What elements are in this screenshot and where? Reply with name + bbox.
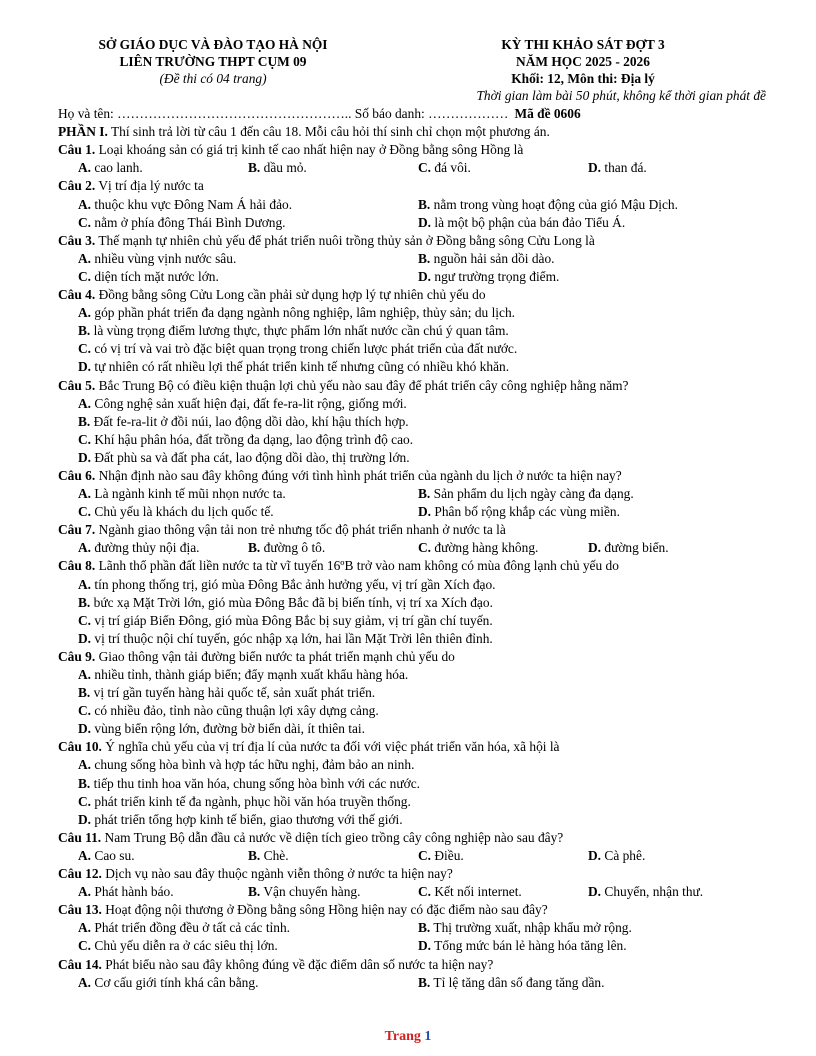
answer-option[interactable] (78, 539, 248, 557)
option-row (58, 503, 758, 521)
option-text: nhiều tỉnh, thành giáp biển; đẩy mạnh xuất khẩu hàng hóa. (94, 667, 409, 682)
option-text: Kết nối internet. (434, 884, 522, 900)
answer-option[interactable] (78, 631, 493, 646)
question-text: Hoạt động nội thương ở Đồng bằng sông Hồng hiện nay có đặc điểm nào sau đây? (101, 902, 548, 918)
option-row (58, 576, 758, 594)
option-text: tiếp thu tinh hoa văn hóa, chung sống hòa bình với các nước. (93, 775, 420, 791)
answer-option[interactable] (78, 613, 493, 628)
answer-option[interactable] (78, 937, 418, 955)
option-text: Chuyển, nhận thư. (604, 884, 704, 900)
option-row (58, 250, 758, 268)
option-letter: B. (248, 884, 261, 900)
question-13 (58, 901, 758, 919)
option-row (58, 684, 758, 702)
option-letter: D. (78, 630, 92, 646)
question-8 (58, 557, 758, 575)
question-text: Bắc Trung Bộ có điều kiện thuận lợi chủ yếu nào sau đây để phát triển cây công nghiệp hằng năm? (95, 377, 629, 393)
answer-option[interactable] (78, 595, 493, 610)
exam-page (58, 36, 766, 992)
option-row (58, 214, 758, 232)
option-row (58, 630, 758, 648)
option-letter: C. (78, 703, 92, 719)
answer-option[interactable] (78, 776, 420, 791)
option-text: đường ô tô. (263, 540, 326, 556)
question-text: Loại khoáng sản có giá trị kinh tế cao nhất hiện nay ở Đồng bằng sông Hồng là (95, 142, 524, 158)
option-letter: B. (418, 250, 431, 266)
option-row (58, 666, 758, 684)
option-row (58, 919, 758, 937)
answer-option[interactable] (78, 359, 509, 374)
option-letter: D. (418, 938, 432, 954)
option-text: nguồn hải sản dồi dào. (433, 250, 555, 266)
answer-option[interactable] (248, 883, 418, 901)
question-2 (58, 177, 758, 195)
answer-option[interactable] (78, 794, 411, 809)
option-row (58, 395, 758, 413)
question-text: Vị trí địa lý nước ta (95, 178, 204, 194)
option-row (58, 720, 758, 738)
option-text: Khí hậu phân hóa, đất trồng đa dạng, lao động trình độ cao. (94, 431, 414, 447)
option-row (58, 196, 758, 214)
option-row (58, 847, 758, 865)
option-letter: B. (418, 196, 431, 212)
question-number: Câu 10. (58, 739, 102, 755)
answer-option[interactable] (418, 268, 559, 286)
option-text: Là ngành kinh tế mũi nhọn nước ta. (94, 486, 286, 502)
option-text: đường hàng không. (434, 540, 539, 556)
option-row (58, 775, 758, 793)
option-letter: A. (78, 576, 92, 592)
answer-option[interactable] (418, 250, 555, 268)
option-letter: B. (78, 775, 91, 791)
option-letter: C. (78, 938, 92, 954)
question-number: Câu 11. (58, 829, 102, 845)
option-row (58, 322, 758, 340)
answer-option[interactable] (588, 159, 647, 177)
answer-option[interactable] (78, 503, 418, 521)
answer-option[interactable] (78, 974, 418, 992)
option-text: dầu mỏ. (263, 160, 307, 176)
answer-option[interactable] (418, 503, 620, 521)
option-text: Phát hành báo. (94, 884, 174, 900)
question-14 (58, 956, 758, 974)
school-cluster: LIÊN TRƯỜNG THPT CỤM 09 (119, 54, 307, 69)
answer-option[interactable] (248, 539, 418, 557)
answer-option[interactable] (588, 847, 645, 865)
option-row (58, 811, 758, 829)
option-row (58, 413, 758, 431)
answer-option[interactable] (78, 196, 418, 214)
option-letter: C. (78, 793, 92, 809)
option-text: Phát triển đồng đều ở tất cả các tỉnh. (94, 920, 290, 936)
exam-header (58, 36, 758, 87)
question-text: Nhận định nào sau đây không đúng với tình hình phát triển của ngành du lịch ở nước ta hiện nay? (95, 467, 622, 483)
question-text: Nam Trung Bộ dẫn đầu cả nước về diện tích gieo trồng cây công nghiệp nào sau đây? (101, 829, 564, 845)
answer-option[interactable] (78, 450, 410, 465)
page-count-note: (Đề thi có 04 trang) (159, 71, 267, 86)
answer-option[interactable] (418, 159, 588, 177)
question-number: Câu 1. (58, 142, 96, 158)
option-letter: C. (78, 612, 92, 628)
answer-option[interactable] (418, 485, 634, 503)
option-text: là một bộ phận của bán đảo Tiểu Á. (434, 214, 626, 230)
option-letter: B. (418, 974, 431, 990)
answer-option[interactable] (78, 577, 496, 592)
option-text: có nhiều đảo, tỉnh nào cũng thuận lợi xây dựng cảng. (94, 703, 379, 719)
option-text: phát triển kinh tế đa ngành, phục hồi văn hóa truyền thống. (94, 793, 411, 809)
answer-option[interactable] (78, 685, 375, 700)
option-letter: C. (78, 431, 92, 447)
option-letter: D. (418, 268, 432, 284)
question-text: Thế mạnh tự nhiên chủ yếu để phát triển nuôi trồng thủy sản ở Đồng bằng sông Cửu Long là (95, 232, 595, 248)
exam-duration: Thời gian làm bài 50 phút, không kể thời gian phát đề (476, 88, 766, 103)
option-text: Điều. (434, 847, 464, 863)
header-right (368, 36, 758, 87)
answer-option[interactable] (418, 883, 588, 901)
option-text: vị trí giáp Biển Đông, gió mùa Đông Bắc bị suy giảm, vị trí gần chí tuyến. (94, 612, 493, 628)
option-text: Sản phẩm du lịch ngày càng đa dạng. (433, 486, 634, 502)
answer-option[interactable] (78, 414, 409, 429)
answer-option[interactable] (78, 703, 379, 718)
question-number: Câu 4. (58, 287, 96, 303)
answer-option[interactable] (78, 214, 418, 232)
option-letter: A. (78, 974, 92, 990)
option-text: Chủ yếu là khách du lịch quốc tế. (94, 504, 274, 520)
option-letter: B. (78, 413, 91, 429)
option-letter: A. (78, 395, 92, 411)
option-text: Vận chuyển hàng. (263, 884, 361, 900)
option-text: tín phong thống trị, gió mùa Đông Bắc ảnh hưởng yếu, vị trí gần Xích đạo. (94, 576, 496, 592)
option-row (58, 268, 758, 286)
department-name: SỞ GIÁO DỤC VÀ ĐÀO TẠO HÀ NỘI (98, 37, 328, 52)
answer-option[interactable] (588, 539, 669, 557)
option-letter: A. (78, 305, 92, 321)
option-text: Đất fe-ra-lit ở đồi núi, lao động dồi dào, khí hậu thích hợp. (93, 413, 409, 429)
option-text: nằm ở phía đông Thái Bình Dương. (94, 214, 286, 230)
option-text: Cao su. (94, 847, 135, 863)
answer-option[interactable] (248, 159, 418, 177)
answer-option[interactable] (78, 323, 509, 338)
option-text: chung sống hòa bình và hợp tác hữu nghị, đảm bảo an ninh. (94, 757, 415, 773)
option-row (58, 304, 758, 322)
option-letter: D. (588, 160, 602, 176)
question-6 (58, 467, 758, 485)
option-letter: A. (78, 667, 92, 682)
answer-option[interactable] (418, 937, 627, 955)
answer-option[interactable] (418, 214, 625, 232)
option-letter: D. (78, 449, 92, 465)
question-number: Câu 5. (58, 377, 96, 393)
option-text: Cơ cấu giới tính khá cân bằng. (94, 974, 259, 990)
answer-option[interactable] (418, 539, 588, 557)
option-row (58, 974, 758, 992)
question-number: Câu 6. (58, 467, 96, 483)
exam-title: KỲ THI KHẢO SÁT ĐỢT 3 (501, 37, 665, 52)
exam-code: Mã đề 0606 (514, 106, 581, 122)
answer-option[interactable] (78, 432, 413, 447)
option-row (58, 340, 758, 358)
option-letter: B. (78, 594, 91, 610)
option-text: Đất phù sa và đất pha cát, lao động dồi dào, thị trường lớn. (94, 449, 410, 465)
part-heading (58, 123, 758, 141)
question-3 (58, 232, 758, 250)
option-letter: D. (78, 721, 92, 737)
option-text: Chè. (263, 847, 289, 863)
option-letter: B. (418, 920, 431, 936)
option-row (58, 358, 758, 376)
question-number: Câu 13. (58, 902, 102, 918)
page-number: 1 (424, 1029, 432, 1044)
option-text: than đá. (604, 160, 647, 176)
question-number: Câu 9. (58, 648, 96, 664)
question-number: Câu 2. (58, 178, 96, 194)
part-title: PHẦN I. (58, 124, 108, 140)
question-list (58, 141, 758, 991)
question-number: Câu 8. (58, 558, 96, 574)
answer-option[interactable] (78, 485, 418, 503)
option-letter: C. (418, 884, 432, 900)
option-row (58, 431, 758, 449)
option-text: Tỉ lệ tăng dân số đang tăng dần. (433, 974, 605, 990)
question-text: Lãnh thổ phần đất liền nước ta từ vĩ tuyến 16ºB trở vào nam không có mùa đông lạnh chủ yếu do (95, 558, 619, 574)
option-letter: C. (78, 341, 92, 357)
page-footer (0, 1029, 816, 1045)
option-row (58, 612, 758, 630)
option-row (58, 937, 758, 955)
answer-option[interactable] (418, 196, 678, 214)
option-text: nhiều vùng vịnh nước sâu. (94, 250, 237, 266)
answer-option[interactable] (78, 847, 248, 865)
question-9 (58, 648, 758, 666)
option-text: Công nghệ sản xuất hiện đại, đất fe-ra-lit rộng, giống mới. (94, 395, 407, 411)
part-instruction: Thí sinh trả lời từ câu 1 đến câu 18. Mỗi câu hỏi thí sinh chỉ chọn một phương án. (107, 124, 550, 140)
answer-option[interactable] (78, 305, 515, 320)
question-5 (58, 377, 758, 395)
option-text: nằm trong vùng hoạt động của gió Mậu Dịch. (433, 196, 678, 212)
option-text: đường thủy nội địa. (94, 540, 200, 556)
answer-option[interactable] (78, 159, 248, 177)
option-text: có vị trí và vai trò đặc biệt quan trọng trong chiến lược phát triển của đất nước. (94, 341, 518, 357)
answer-option[interactable] (78, 250, 418, 268)
grade-subject: Khối: 12, Môn thi: Địa lý (511, 71, 655, 86)
question-number: Câu 7. (58, 522, 96, 538)
question-10 (58, 738, 758, 756)
option-letter: C. (78, 504, 92, 520)
option-text: là vùng trọng điểm lương thực, thực phẩm lớn nhất nước cần chú ý quan tâm. (93, 323, 509, 339)
option-text: vùng biển rộng lớn, đường bờ biển dài, ít thiên tai. (94, 721, 366, 737)
option-text: ngư trường trọng điểm. (434, 268, 560, 284)
answer-option[interactable] (418, 919, 632, 937)
question-text: Giao thông vận tải đường biển nước ta phát triển mạnh chủ yếu do (95, 648, 455, 664)
option-letter: D. (418, 504, 432, 520)
option-letter: D. (78, 811, 92, 827)
candidate-fields: Họ và tên: …………………………………………….. Số báo danh: ……………… (58, 106, 509, 122)
answer-option[interactable] (78, 341, 517, 356)
option-letter: D. (588, 884, 602, 900)
option-letter: B. (248, 847, 261, 863)
school-year: NĂM HỌC 2025 - 2026 (516, 54, 650, 69)
header-left (58, 36, 368, 87)
option-text: tự nhiên có rất nhiều lợi thế phát triển kinh tế nhưng cũng có nhiều khó khăn. (94, 359, 510, 375)
option-letter: C. (78, 268, 92, 284)
option-letter: A. (78, 160, 92, 176)
option-text: Cà phê. (604, 847, 646, 863)
option-text: Chủ yếu diễn ra ở các siêu thị lớn. (94, 938, 278, 954)
option-text: Phân bố rộng khắp các vùng miền. (434, 504, 620, 520)
option-letter: B. (78, 323, 91, 339)
option-text: cao lanh. (94, 160, 143, 176)
question-text: Ngành giao thông vận tải non trẻ nhưng tốc độ phát triển nhanh ở nước ta là (95, 522, 506, 538)
question-number: Câu 14. (58, 956, 102, 972)
option-row (58, 883, 758, 901)
option-letter: A. (78, 250, 92, 266)
candidate-info (58, 105, 758, 123)
question-text: Phát biểu nào sau đây không đúng về đặc điểm dân số nước ta hiện nay? (101, 956, 494, 972)
answer-option[interactable] (418, 847, 588, 865)
question-7 (58, 521, 758, 539)
option-letter: D. (588, 540, 602, 556)
option-letter: C. (418, 540, 432, 556)
option-text: đá vôi. (434, 160, 471, 176)
option-letter: B. (248, 540, 261, 556)
option-letter: D. (78, 359, 92, 375)
answer-option[interactable] (418, 974, 604, 992)
question-1 (58, 141, 758, 159)
option-row (58, 793, 758, 811)
option-row (58, 485, 758, 503)
question-number: Câu 12. (58, 866, 102, 882)
answer-option[interactable] (588, 883, 703, 901)
option-letter: A. (78, 920, 92, 936)
option-letter: B. (418, 486, 431, 502)
option-letter: C. (418, 160, 432, 176)
answer-option[interactable] (78, 883, 248, 901)
option-row (58, 449, 758, 467)
answer-option[interactable] (78, 667, 408, 682)
question-12 (58, 865, 758, 883)
option-text: diện tích mặt nước lớn. (94, 268, 219, 284)
option-row (58, 159, 758, 177)
option-text: bức xạ Mặt Trời lớn, gió mùa Đông Bắc đã bị biến tính, vị trí xa Xích đạo. (93, 594, 493, 610)
option-text: góp phần phát triển đa dạng ngành nông nghiệp, lâm nghiệp, thủy sản; du lịch. (94, 305, 515, 321)
option-letter: A. (78, 884, 92, 900)
answer-option[interactable] (248, 847, 418, 865)
option-text: vị trí thuộc nội chí tuyến, góc nhập xạ lớn, hai lần Mặt Trời lên thiên đỉnh. (94, 630, 493, 646)
option-letter: A. (78, 486, 92, 502)
option-text: phát triển tổng hợp kinh tế biển, giao thương với thế giới. (94, 811, 403, 827)
question-4 (58, 286, 758, 304)
question-11 (58, 829, 758, 847)
answer-option[interactable] (78, 757, 414, 772)
option-row (58, 594, 758, 612)
footer-label: Trang (384, 1029, 421, 1044)
answer-option[interactable] (78, 721, 365, 736)
option-letter: C. (78, 214, 92, 230)
option-text: đường biển. (604, 540, 669, 556)
option-letter: B. (248, 160, 261, 176)
option-row (58, 702, 758, 720)
option-text: thuộc khu vực Đông Nam Á hải đảo. (94, 196, 293, 212)
option-text: Tổng mức bán lẻ hàng hóa tăng lên. (434, 938, 627, 954)
question-text: Ý nghĩa chủ yếu của vị trí địa lí của nước ta đối với việc phát triển văn hóa, xã hội là (101, 739, 560, 755)
option-letter: A. (78, 847, 92, 863)
option-row (58, 539, 758, 557)
option-text: vị trí gần tuyến hàng hải quốc tế, sản xuất phát triển. (93, 685, 376, 701)
question-text: Đồng bằng sông Cửu Long cần phải sử dụng hợp lý tự nhiên chủ yếu do (95, 287, 486, 303)
answer-option[interactable] (78, 268, 418, 286)
option-letter: D. (418, 214, 432, 230)
option-letter: A. (78, 540, 92, 556)
question-text: Dịch vụ nào sau đây thuộc ngành viễn thông ở nước ta hiện nay? (101, 866, 453, 882)
option-letter: D. (588, 847, 602, 863)
option-letter: A. (78, 757, 92, 773)
option-row (58, 756, 758, 774)
option-letter: C. (418, 847, 432, 863)
option-text: Thị trường xuất, nhập khẩu mở rộng. (433, 920, 632, 936)
option-letter: A. (78, 196, 92, 212)
answer-option[interactable] (78, 919, 418, 937)
answer-option[interactable] (78, 812, 403, 827)
answer-option[interactable] (78, 396, 407, 411)
option-letter: B. (78, 685, 91, 701)
question-number: Câu 3. (58, 232, 96, 248)
